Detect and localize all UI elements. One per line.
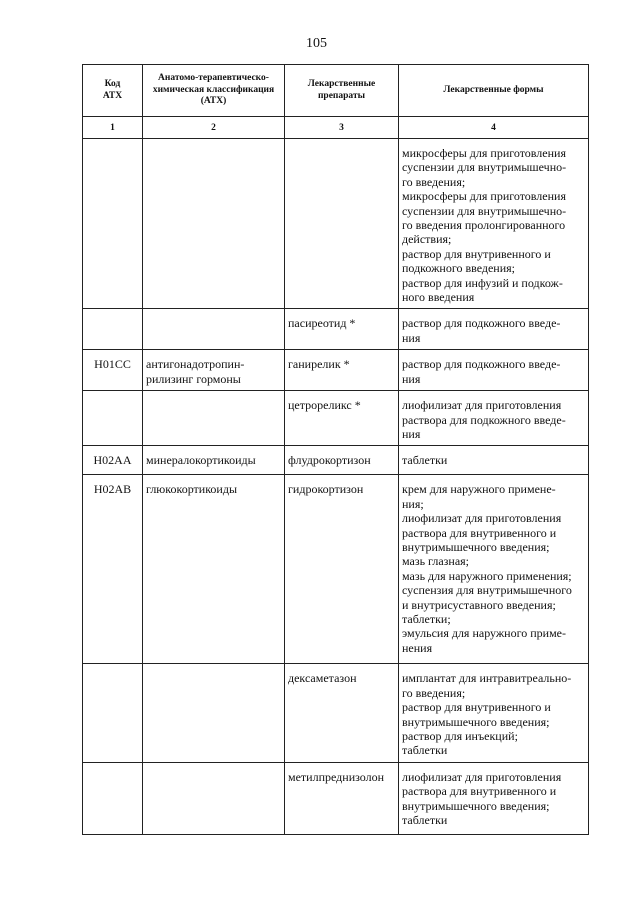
forms-cell xyxy=(399,139,589,309)
header-classification xyxy=(143,65,285,117)
column-number-2: 2 xyxy=(143,117,285,139)
code-cell xyxy=(83,139,143,309)
cell-line: H02AB xyxy=(93,482,132,497)
cell-line: флудрокортизон xyxy=(288,453,371,468)
drug-cell xyxy=(285,475,399,664)
cell-line: лиофилизат для приготовления xyxy=(402,769,562,784)
cell-line: ганирелик * xyxy=(288,357,350,372)
cell-line: метилпреднизолон xyxy=(288,769,385,784)
column-numbers-row xyxy=(83,117,589,139)
page-number: 105 xyxy=(306,36,327,51)
table-row xyxy=(83,350,589,391)
code-cell xyxy=(83,391,143,446)
cell-line: микросферы для приготовления xyxy=(402,146,566,160)
code-cell xyxy=(83,309,143,350)
code-cell xyxy=(83,350,143,391)
cell-line: препараты xyxy=(317,90,366,101)
column-number-4: 4 xyxy=(399,117,589,139)
forms-cell xyxy=(399,446,589,475)
drug-cell xyxy=(285,664,399,762)
cell-line: H02AA xyxy=(93,453,132,468)
cell-line: гидрокортизон xyxy=(288,482,364,497)
cell-line: го введения; xyxy=(402,174,466,189)
forms-cell xyxy=(399,475,589,664)
cell-line: ного введения xyxy=(402,290,475,305)
drug-cell xyxy=(285,309,399,350)
cell-line: ния xyxy=(402,426,421,441)
cell-line: нения xyxy=(402,640,433,655)
cell-line: раствор для внутривенного и xyxy=(402,700,551,715)
cell-line: глюкокортикоиды xyxy=(146,482,238,497)
drug-cell xyxy=(285,139,399,309)
classification-cell xyxy=(143,762,285,834)
cell-line: лиофилизат для приготовления xyxy=(402,511,562,526)
column-number-1: 1 xyxy=(83,117,143,139)
cell-line: раствора для внутривенного и xyxy=(402,784,557,799)
cell-line: (АТХ) xyxy=(200,96,227,107)
drug-cell xyxy=(285,350,399,391)
cell-line: раствор для подкожного введе- xyxy=(402,316,561,331)
cell-line: эмульсия для наружного приме- xyxy=(402,626,566,641)
cell-line: таблетки; xyxy=(402,611,451,626)
cell-line: имплантат для интравитреально- xyxy=(402,671,572,686)
cell-line: го введения пролонгированного xyxy=(402,218,566,233)
classification-cell xyxy=(143,446,285,475)
cell-line: раствора для внутривенного и xyxy=(402,525,557,540)
classification-cell xyxy=(143,350,285,391)
code-cell xyxy=(83,664,143,762)
cell-line: суспензии для внутримышечно- xyxy=(402,203,567,218)
drug-cell xyxy=(285,391,399,446)
cell-line: ния xyxy=(402,330,421,345)
cell-line: раствор для инфузий и подкож- xyxy=(402,275,563,290)
cell-line: пасиреотид * xyxy=(288,316,356,331)
cell-line: внутримышечного введения; xyxy=(402,539,550,554)
cell-line: мазь для наружного применения; xyxy=(402,568,572,583)
cell-line: действия; xyxy=(402,232,452,247)
cell-line: внутримышечного введения; xyxy=(402,798,550,813)
table-row xyxy=(83,446,589,475)
table-row xyxy=(83,391,589,446)
forms-cell xyxy=(399,309,589,350)
cell-line: подкожного введения; xyxy=(402,261,515,276)
table-row xyxy=(83,475,589,664)
forms-cell xyxy=(399,391,589,446)
cell-line: суспензии для внутримышечно- xyxy=(402,160,567,175)
cell-line: таблетки xyxy=(402,743,448,758)
table-body xyxy=(83,139,589,835)
cell-line: мазь глазная; xyxy=(402,554,470,569)
code-cell xyxy=(83,762,143,834)
forms-cell xyxy=(399,350,589,391)
cell-line: лиофилизат для приготовления xyxy=(402,398,562,413)
classification-cell xyxy=(143,664,285,762)
header-code xyxy=(83,65,143,117)
classification-cell xyxy=(143,139,285,309)
table-header-row xyxy=(83,65,589,117)
cell-line: цетрореликс * xyxy=(288,398,361,413)
cell-line: минералокортикоиды xyxy=(146,453,256,468)
cell-line: суспензия для внутримышечного xyxy=(402,583,572,598)
cell-line: Лекарственные формы xyxy=(443,84,544,95)
drug-cell xyxy=(285,762,399,834)
cell-line: Код xyxy=(104,79,121,90)
table-row xyxy=(83,309,589,350)
forms-cell xyxy=(399,762,589,834)
cell-line: го введения; xyxy=(402,685,466,700)
cell-line: раствор для инъекций; xyxy=(402,728,518,743)
cell-line: внутримышечного введения; xyxy=(402,714,550,729)
forms-cell xyxy=(399,664,589,762)
code-cell xyxy=(83,446,143,475)
drug-cell xyxy=(285,446,399,475)
cell-line: раствор для внутривенного и xyxy=(402,246,551,261)
cell-line: раствора для подкожного введе- xyxy=(402,412,566,427)
classification-cell xyxy=(143,309,285,350)
cell-line: ния; xyxy=(402,496,424,511)
cell-line: химическая классификация xyxy=(152,84,275,95)
cell-line: H01CC xyxy=(94,357,131,372)
table-row xyxy=(83,762,589,834)
cell-line: и внутрисуставного введения; xyxy=(402,597,556,612)
cell-line: рилизинг гормоны xyxy=(146,371,241,386)
header-drugs xyxy=(285,65,399,117)
classification-cell xyxy=(143,391,285,446)
cell-line: таблетки xyxy=(402,453,448,468)
cell-line: раствор для подкожного введе- xyxy=(402,357,561,372)
table-row xyxy=(83,664,589,762)
atx-drug-table xyxy=(82,64,589,835)
classification-cell xyxy=(143,475,285,664)
cell-line: дексаметазон xyxy=(288,671,357,686)
cell-line: таблетки xyxy=(402,812,448,827)
cell-line: Анатомо-терапевтическо- xyxy=(158,73,269,84)
cell-line: антигонадотропин- xyxy=(146,357,245,372)
cell-line: Лекарственные xyxy=(307,79,376,90)
code-cell xyxy=(83,475,143,664)
column-number-3: 3 xyxy=(285,117,399,139)
cell-line: ния xyxy=(402,371,421,386)
header-forms xyxy=(399,65,589,117)
table-row xyxy=(83,139,589,309)
cell-line: АТХ xyxy=(102,90,123,101)
cell-line: крем для наружного примене- xyxy=(402,482,556,497)
cell-line: микросферы для приготовления xyxy=(402,189,566,204)
